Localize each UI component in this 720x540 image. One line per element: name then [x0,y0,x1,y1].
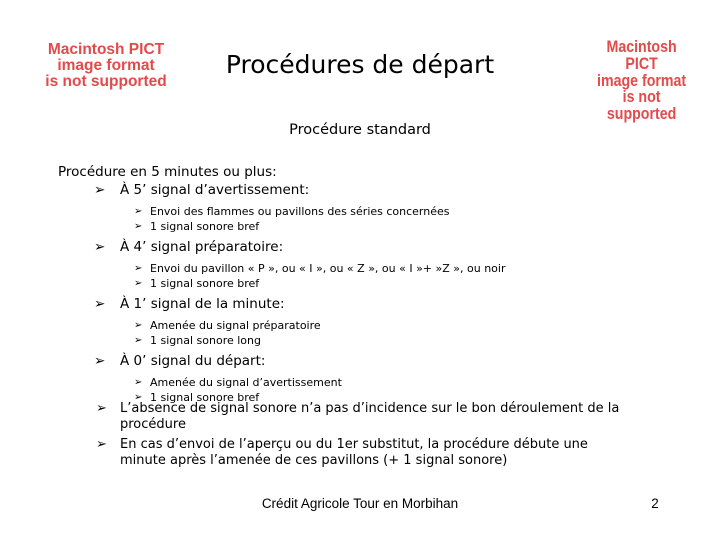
step-label: À 1’ signal de la minute: [120,296,285,312]
pict-line: image format [57,56,155,74]
detail-text: Envoi des flammes ou pavillons des séries concernées [150,205,450,218]
step-item [58,295,658,313]
step-detail [58,276,658,291]
step-item [58,181,658,199]
arrow-bullet-icon: ➢ [134,377,143,388]
note-item [96,437,636,469]
step-item [58,238,658,256]
arrow-bullet-icon: ➢ [94,353,106,369]
note-text: L’absence de signal sonore n’a pas d’incidence sur le bon déroulement de la procédure [120,401,620,432]
footer-text: Crédit Agricole Tour en Morbihan [261,496,459,511]
arrow-bullet-icon: ➢ [134,263,143,274]
detail-text: 1 signal sonore bref [150,391,260,404]
pict-line: Macintosh PICT [606,38,677,73]
step-detail [58,333,658,348]
step-detail [58,375,658,390]
page-number: 2 [651,496,659,511]
page-title: Procédures de départ [225,50,495,79]
pict-line: is not supported [606,88,677,124]
step-label: À 4’ signal préparatoire: [120,239,284,255]
step-detail [58,219,658,234]
arrow-bullet-icon: ➢ [134,320,143,331]
page-subtitle: Procédure standard [289,122,431,138]
step-label: À 5’ signal d’avertissement: [120,182,310,198]
arrow-bullet-icon: ➢ [134,335,143,346]
arrow-bullet-icon: ➢ [94,239,106,255]
arrow-bullet-icon: ➢ [134,278,143,289]
step-detail [58,318,658,333]
detail-text: 1 signal sonore long [150,334,261,347]
note-text: En cas d’envoi de l’aperçu ou du 1er substitut, la procédure débute une minute après l’amenée de ces pavillons (+ 1 signal sonore) [120,437,588,468]
pict-placeholder-left [32,42,180,89]
step-item [58,352,658,370]
pict-line: is not supported [45,72,167,90]
arrow-bullet-icon: ➢ [94,182,106,198]
step-label: À 0’ signal du départ: [120,353,266,369]
procedure-list [58,163,658,409]
arrow-bullet-icon: ➢ [134,221,143,232]
detail-text: 1 signal sonore bref [150,220,260,233]
step-detail [58,204,658,219]
step-detail [58,261,658,276]
arrow-bullet-icon: ➢ [96,401,107,416]
notes-list [96,401,636,473]
note-item [96,401,636,433]
arrow-bullet-icon: ➢ [96,437,107,452]
detail-text: Amenée du signal préparatoire [150,319,321,332]
pict-line: Macintosh PICT [47,41,165,58]
arrow-bullet-icon: ➢ [94,296,106,312]
detail-text: 1 signal sonore bref [150,277,260,290]
intro-text: Procédure en 5 minutes ou plus: [58,164,277,180]
detail-text: Envoi du pavillon « P », ou « I », ou « Z », ou « I »+ »Z », ou noir [150,262,506,275]
arrow-bullet-icon: ➢ [134,392,143,403]
pict-placeholder-right [596,39,687,123]
pict-line: image format [597,71,687,90]
arrow-bullet-icon: ➢ [134,206,143,217]
detail-text: Amenée du signal d’avertissement [150,376,342,389]
